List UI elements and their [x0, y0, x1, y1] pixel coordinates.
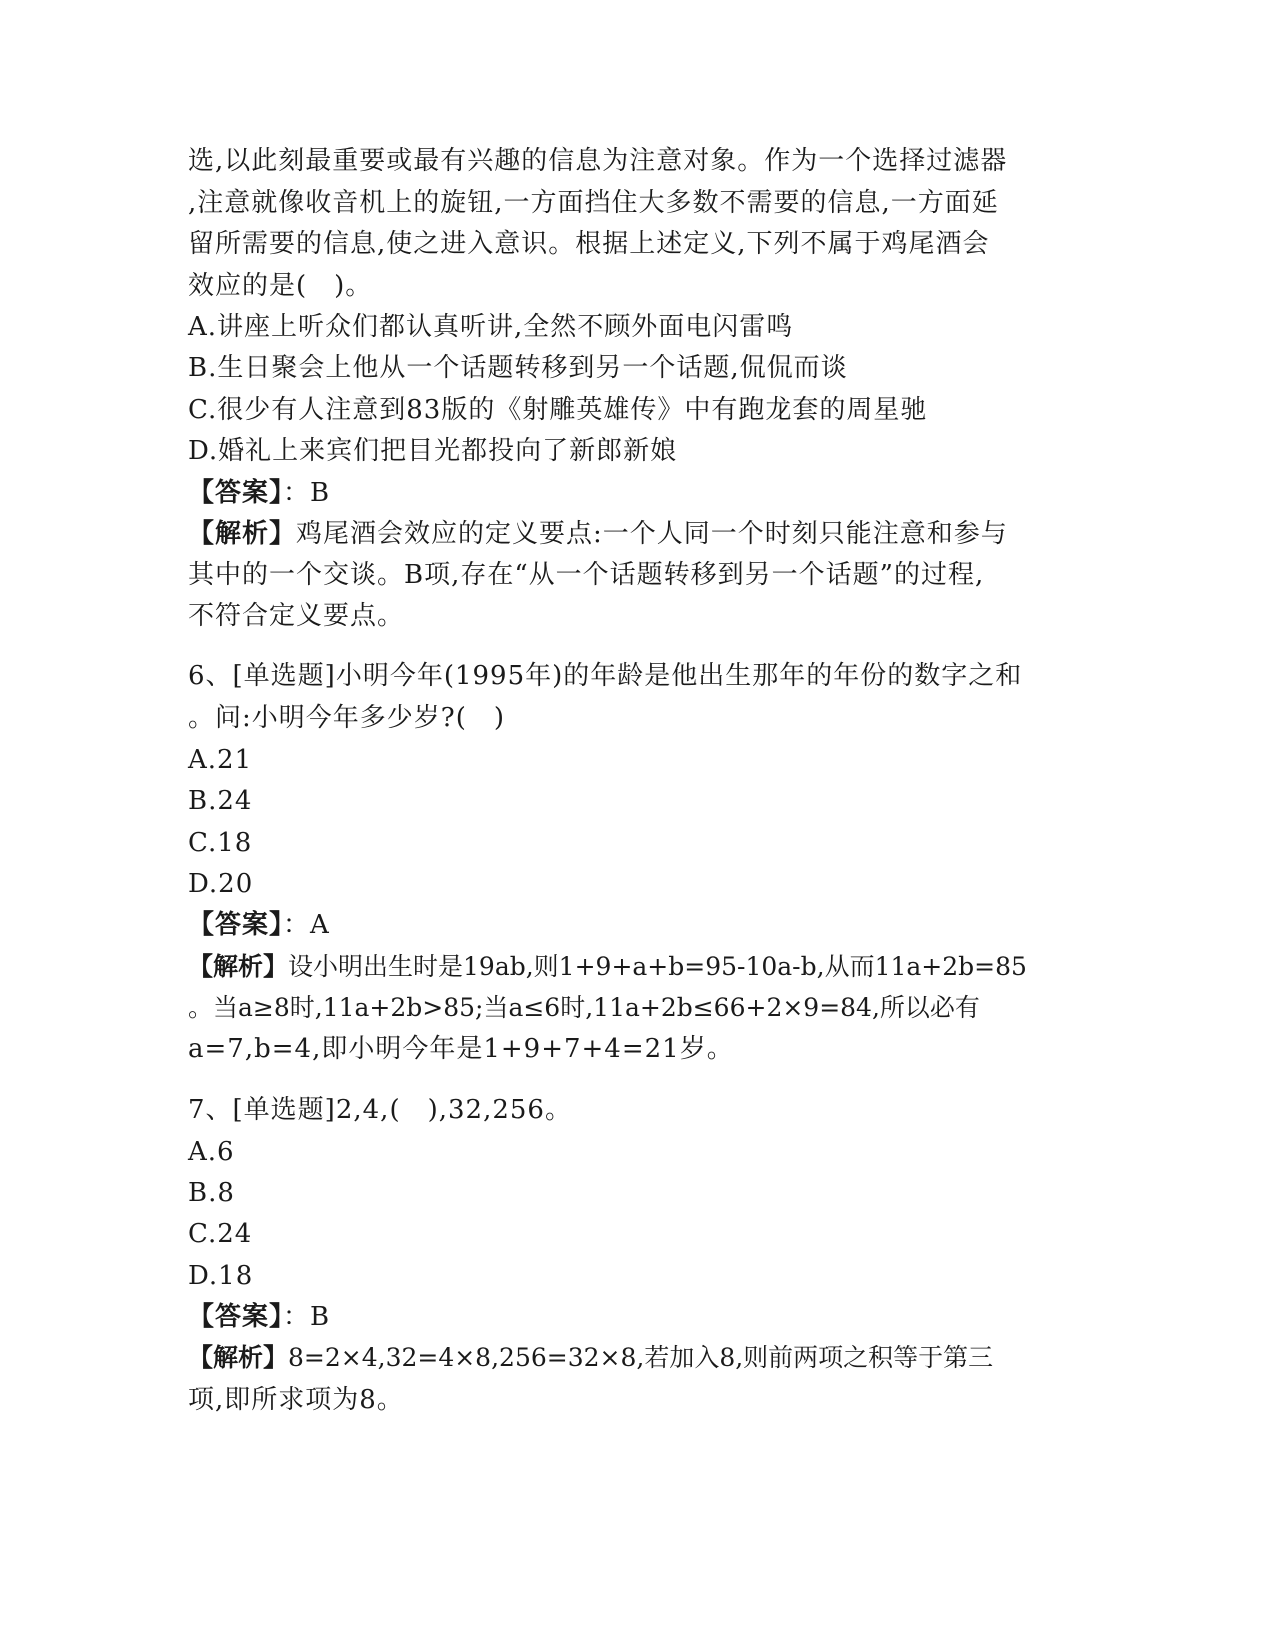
q5-stem-line-1: 选,以此刻最重要或最有兴趣的信息为注意对象。作为一个选择过滤器 — [188, 146, 1008, 176]
q7-option-b: B.8 — [188, 1178, 235, 1208]
q5-analysis-line-3: 不符合定义要点。 — [188, 601, 405, 631]
q5-analysis-line-1 — [188, 516, 1008, 552]
q5-option-c: C.很少有人注意到83版的《射雕英雄传》中有跑龙套的周星驰 — [188, 395, 928, 425]
q6-analysis-text-1: 设小明出生时是19ab,则1+9+a+b=95-10a-b,从而11a+2b=85 — [288, 952, 1027, 981]
q5-stem-line-4: 效应的是( )。 — [188, 271, 373, 301]
q7-analysis-line-2: 项,即所求项为8。 — [188, 1385, 404, 1415]
q5-analysis-text-1: 鸡尾酒会效应的定义要点:一个人同一个时刻只能注意和参与 — [296, 519, 1008, 549]
q5-answer — [188, 475, 330, 511]
q6-analysis-line-2: 。当a≥8时,11a+2b>85;当a≤6时,11a+2b≤66+2×9=84,所以必有 — [188, 993, 980, 1022]
q6-answer-value: ：A — [283, 910, 330, 940]
q7-answer — [188, 1299, 330, 1335]
q7-option-c: C.24 — [188, 1219, 253, 1249]
q6-analysis-line-1 — [188, 949, 1027, 985]
q7-analysis-text-1: 8=2×4,32=4×8,256=32×8,若加入8,则前两项之积等于第三 — [288, 1343, 994, 1372]
q7-answer-label: 【答案】 — [188, 1302, 284, 1332]
q5-answer-label: 【答案】 — [188, 478, 284, 508]
q6-analysis-label: 【解析】 — [188, 952, 289, 981]
q5-stem-line-3: 留所需要的信息,使之进入意识。根据上述定义,下列不属于鸡尾酒会 — [188, 229, 990, 259]
q6-stem-line-2: 。问:小明今年多少岁?( ) — [188, 703, 505, 733]
q6-stem-line-1: 6、[单选题]小明今年(1995年)的年龄是他出生那年的年份的数字之和 — [188, 661, 1023, 691]
q5-option-d: D.婚礼上来宾们把目光都投向了新郎新娘 — [188, 436, 678, 466]
q6-option-d: D.20 — [188, 869, 254, 899]
q7-option-d: D.18 — [188, 1261, 254, 1291]
q5-option-a: A.讲座上听众们都认真听讲,全然不顾外面电闪雷鸣 — [188, 312, 794, 342]
q5-answer-value: ：B — [283, 478, 331, 508]
q6-option-a: A.21 — [188, 745, 253, 775]
q6-option-c: C.18 — [188, 828, 253, 858]
q6-option-b: B.24 — [188, 786, 253, 816]
q6-answer-label: 【答案】 — [188, 910, 284, 940]
q7-option-a: A.6 — [188, 1137, 235, 1167]
q7-analysis-line-1 — [188, 1340, 993, 1376]
q7-stem-line-1: 7、[单选题]2,4,( ),32,256。 — [188, 1095, 572, 1125]
q5-stem-line-2: ,注意就像收音机上的旋钮,一方面挡住大多数不需要的信息,一方面延 — [188, 188, 999, 218]
q7-analysis-label: 【解析】 — [188, 1343, 289, 1372]
q6-analysis-line-3: a=7,b=4,即小明今年是1+9+7+4=21岁。 — [188, 1034, 734, 1064]
q5-analysis-line-2: 其中的一个交谈。B项,存在“从一个话题转移到另一个话题”的过程, — [188, 560, 985, 590]
q5-analysis-label: 【解析】 — [188, 519, 297, 549]
q6-answer — [188, 907, 330, 943]
q5-option-b: B.生日聚会上他从一个话题转移到另一个话题,侃侃而谈 — [188, 353, 848, 383]
q7-answer-value: ：B — [283, 1302, 331, 1332]
